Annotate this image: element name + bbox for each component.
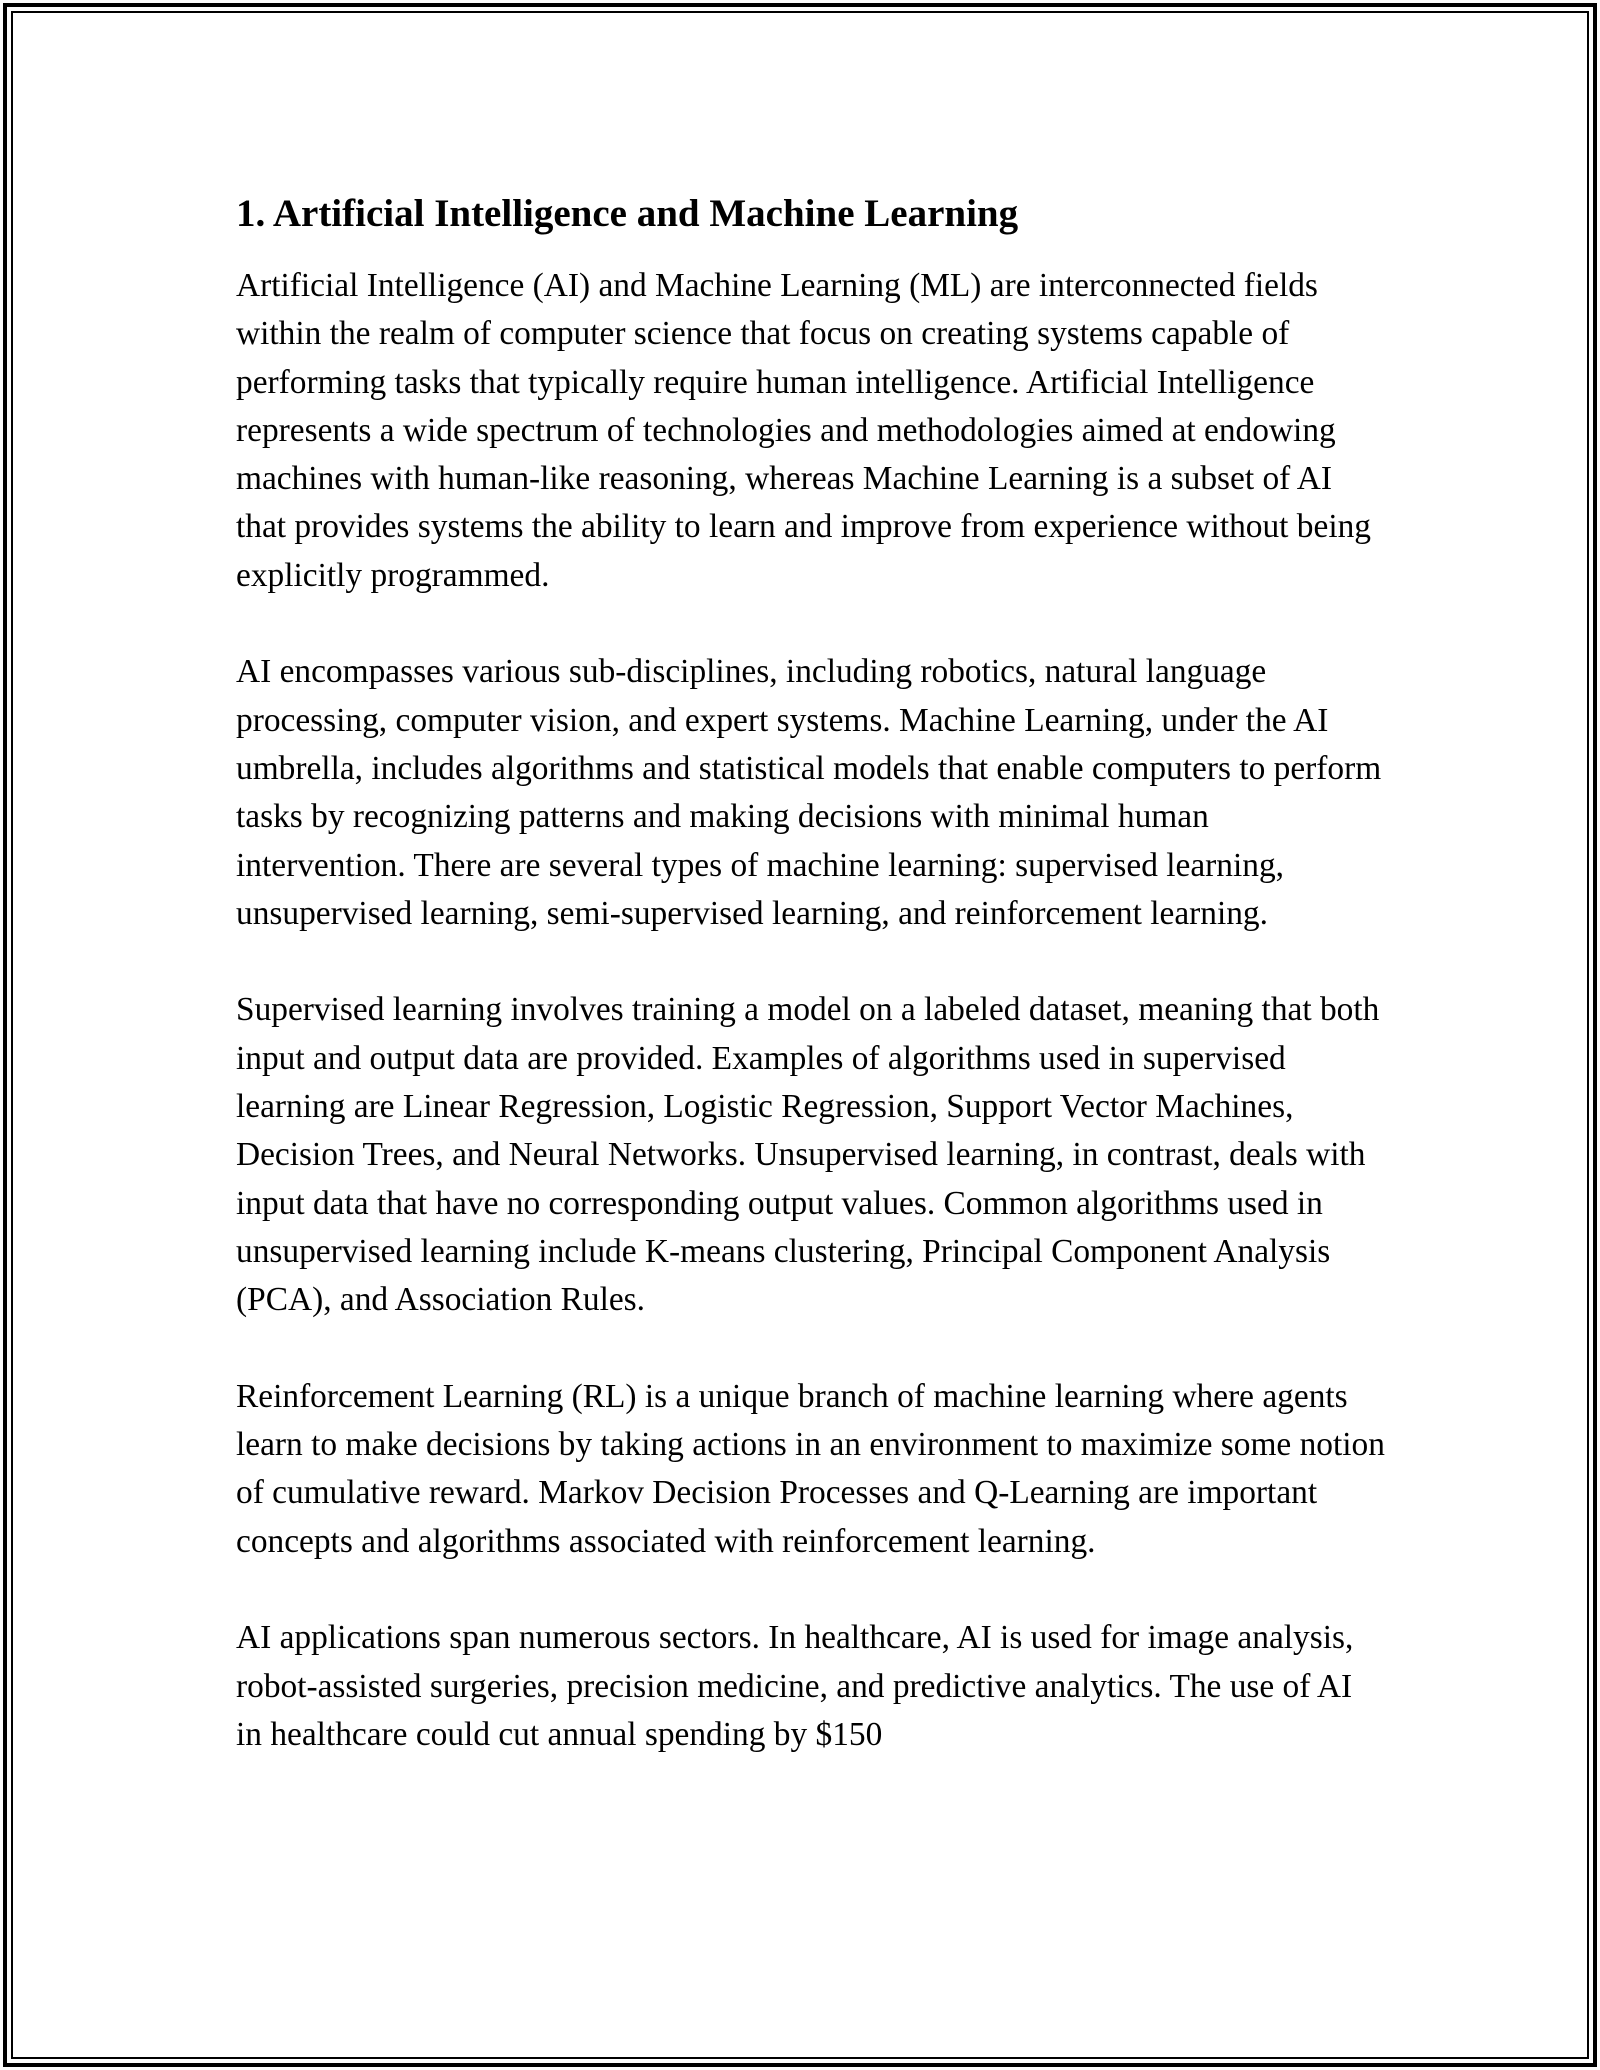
paragraph-ai-ml-intro: Artificial Intelligence (AI) and Machine Learning (ML) are interconnected fields within the realm of computer science that focus on creating systems capable of performing tasks that typically require human intelligence. Artificial Intelligence represents a wide spectrum of technologies and methodologies aimed at endowing machines with human-like reasoning, whereas Machine Learning is a subset of AI that provides systems the ability to learn and improve from experience without being explicitly programmed. — [236, 267, 1371, 594]
paragraph-reinforcement-learning: Reinforcement Learning (RL) is a unique branch of machine learning where agents learn to make decisions by taking actions in an environment to maximize some notion of cumulative reward. Markov Decision Processes and Q-Learning are important concepts and algorithms associated with reinforcement learning. — [236, 1377, 1385, 1560]
section-heading: 1. Artificial Intelligence and Machine Learning — [236, 192, 1019, 235]
document-body — [236, 186, 1386, 1759]
paragraph-supervised-unsupervised: Supervised learning involves training a model on a labeled dataset, meaning that both input and output data are provided. Examples of algorithms used in supervised learning are Linear Regression, Logistic Regression, Support Vector Machines, Decision Trees, and Neural Networks. Unsupervised learning, in contrast, deals with input data that have no corresponding output values. Common algorithms used in unsupervised learning include K-means clustering, Principal Component Analysis (PCA), and Association Rules. — [236, 991, 1380, 1319]
paragraph-ai-subdisciplines: AI encompasses various sub-disciplines, including robotics, natural language processing, computer vision, and expert systems. Machine Learning, under the AI umbrella, includes algorithms and statistical models that enable computers to perform tasks by recognizing patterns and making decisions with minimal human intervention. There are several types of machine learning: supervised learning, unsupervised learning, semi-supervised learning, and reinforcement learning. — [236, 653, 1382, 932]
paragraph-ai-applications: AI applications span numerous sectors. In healthcare, AI is used for image analysis, robot-assisted surgeries, precision medicine, and predictive analytics. The use of AI in healthcare could cut annual spending by $150 — [236, 1619, 1354, 1753]
